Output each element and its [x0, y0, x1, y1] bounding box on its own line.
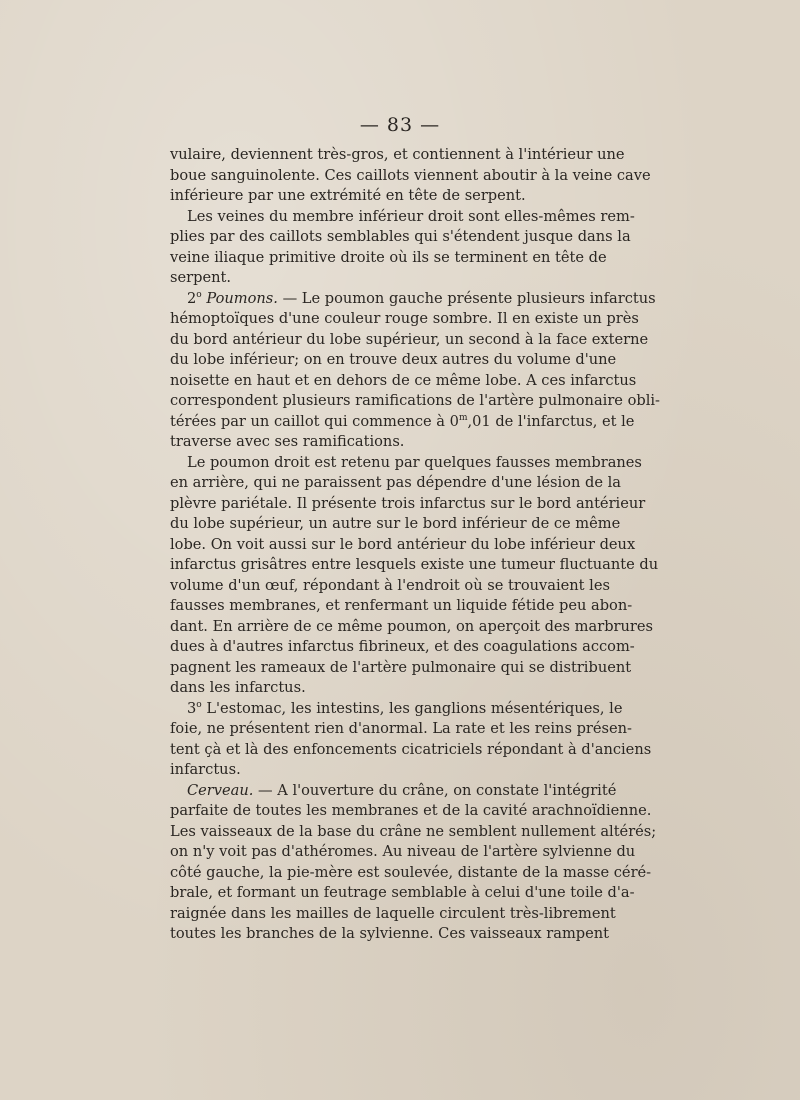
unit-superscript: m	[458, 412, 468, 423]
text-line: hémoptoïques d'une couleur rouge sombre. Il en existe un près	[170, 310, 639, 327]
body-text	[170, 145, 660, 945]
text-line: foie, ne présentent rien d'anormal. La rate et les reins présen-	[170, 720, 632, 737]
text-run: L'estomac, les intestins, les ganglions mésentériques, le	[201, 699, 623, 717]
text-line: en arrière, qui ne paraissent pas dépendre d'une lésion de la	[170, 474, 621, 491]
text-line: du lobe inférieur; on en trouve deux autres du volume d'une	[170, 351, 617, 368]
text-line: veine iliaque primitive droite où ils se terminent en tête de	[170, 248, 607, 266]
text-line: du lobe supérieur, un autre sur le bord inférieur de ce même	[170, 515, 621, 532]
text-line: infarctus.	[170, 761, 241, 778]
section-title-poumons: Poumons.	[206, 289, 278, 307]
text-line: dant. En arrière de ce même poumon, on aperçoit des marbrures	[170, 617, 654, 635]
text-run: térées par un caillot qui commence à 0	[170, 412, 459, 430]
text-run: — Le poumon gauche présente plusieurs infarctus	[282, 289, 656, 307]
text-line: fausses membranes, et renfermant un liquide fétide peu abon-	[170, 597, 633, 614]
text-line: raignée dans les mailles de laquelle circulent très-librement	[170, 904, 616, 922]
text-line: dans les infarctus.	[170, 679, 306, 696]
text-line: infarctus grisâtres entre lesquels existe une tumeur fluctuante du	[170, 556, 659, 573]
text-line: toutes les branches de la sylvienne. Ces vaisseaux rampent	[170, 925, 610, 942]
text-line: serpent.	[170, 269, 231, 286]
text-line: parfaite de toutes les membranes et de la cavité arachnoïdienne.	[170, 802, 652, 819]
section-number: 2	[187, 289, 197, 307]
text-line: boue sanguinolente. Ces caillots viennent aboutir à la veine cave	[170, 166, 651, 184]
text-line: Les veines du membre inférieur droit sont elles-mêmes rem-	[187, 207, 635, 225]
section-number-suffix: o	[196, 289, 202, 300]
text-line: côté gauche, la pie-mère est soulevée, distante de la masse céré-	[170, 863, 652, 881]
section-number: 3	[187, 699, 197, 717]
text-line: volume d'un œuf, répondant à l'endroit où se trouvaient les	[170, 576, 610, 594]
text-line: tent çà et là des enfoncements cicatriciels répondant à d'anciens	[170, 740, 652, 758]
text-line-section-3	[170, 699, 623, 720]
text-line: vulaire, deviennent très-gros, et contiennent à l'intérieur une	[170, 146, 625, 163]
text-line: dues à d'autres infarctus fibrineux, et des coagulations accom-	[170, 638, 635, 655]
text-line: brale, et formant un feutrage semblable à celui d'une toile d'a-	[170, 884, 635, 901]
text-line: pagnent les rameaux de l'artère pulmonaire qui se distribuent	[170, 658, 632, 676]
text-line: on n'y voit pas d'athéromes. Au niveau de l'artère sylvienne du	[170, 843, 636, 860]
text-line: traverse avec ses ramifications.	[170, 433, 405, 450]
text-line: du bord antérieur du lobe supérieur, un second à la face externe	[170, 330, 649, 348]
page-number: — 83 —	[359, 114, 441, 136]
text-line-measurement	[170, 412, 635, 433]
text-line-cerveau-heading	[170, 781, 617, 802]
text-line: plèvre pariétale. Il présente trois infarctus sur le bord antérieur	[170, 494, 646, 512]
text-line: Les vaisseaux de la base du crâne ne semblent nullement altérés;	[170, 822, 657, 840]
text-run: ,01 de l'infarctus, et le	[467, 412, 635, 430]
section-title-cerveau: Cerveau.	[187, 781, 254, 799]
text-line: noisette en haut et en dehors de ce même lobe. A ces infarctus	[170, 371, 637, 389]
text-line: inférieure par une extrémité en tête de serpent.	[170, 187, 526, 204]
text-line: correspondent plusieurs ramifications de l'artère pulmonaire obli-	[170, 392, 660, 409]
text-line: Le poumon droit est retenu par quelques fausses membranes	[187, 453, 642, 471]
section-number-suffix: o	[196, 699, 202, 710]
text-line-poumons-heading	[170, 289, 656, 310]
text-run: — A l'ouverture du crâne, on constate l'intégrité	[253, 781, 617, 799]
text-line: lobe. On voit aussi sur le bord antérieur du lobe inférieur deux	[170, 535, 636, 553]
text-line: plies par des caillots semblables qui s'étendent jusque dans la	[170, 228, 631, 245]
